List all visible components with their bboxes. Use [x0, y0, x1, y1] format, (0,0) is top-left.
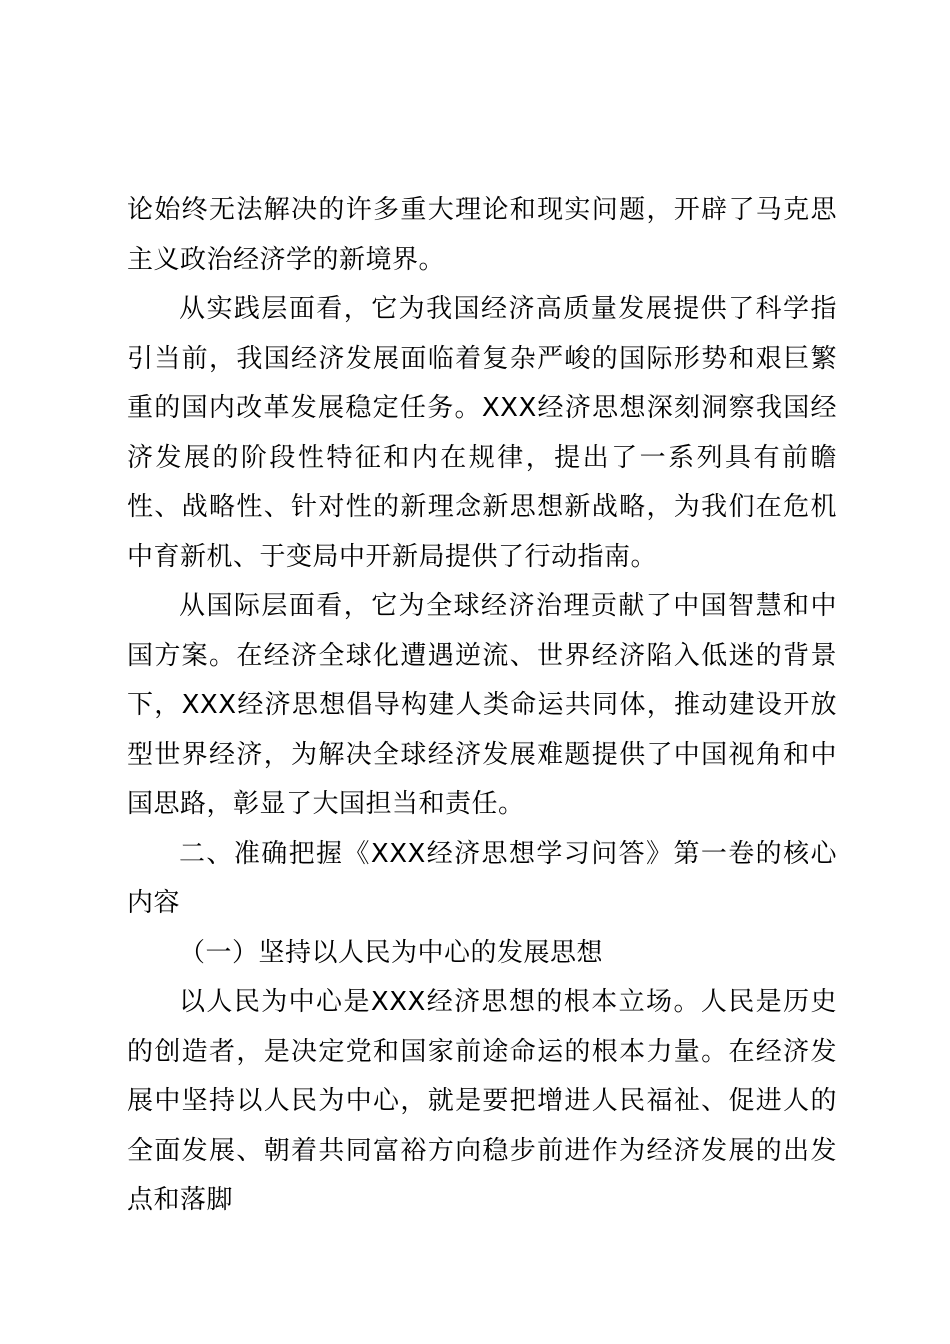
body-paragraph-people-centered: 以人民为中心是XXX经济思想的根本立场。人民是历史的创造者，是决定党和国家前途命运的根本力量。在经济发展中坚持以人民为中心，就是要把增进人民福祉、促进人的全面发展、朝着共同富裕方向稳步前进作为经济发展的出发点和落脚 — [127, 987, 837, 1215]
section-heading: 二、准确把握《XXX经济思想学习问答》第一卷的核心内容 — [127, 838, 837, 918]
body-paragraph-international: 从国际层面看，它为全球经济治理贡献了中国智慧和中国方案。在经济全球化遭遇逆流、世界经济陷入低迷的背景下，XXX经济思想倡导构建人类命运共同体，推动建设开放型世界经济，为解决全球经济发展难题提供了中国视角和中国思路，彰显了大国担当和责任。 — [127, 591, 837, 819]
body-paragraph-continuation: 论始终无法解决的许多重大理论和现实问题，开辟了马克思主义政治经济学的新境界。 — [127, 195, 837, 275]
document-body — [127, 186, 837, 1226]
subsection-heading: （一）坚持以人民为中心的发展思想 — [179, 937, 604, 968]
body-paragraph-practice: 从实践层面看，它为我国经济高质量发展提供了科学指引当前，我国经济发展面临着复杂严峻的国际形势和艰巨繁重的国内改革发展稳定任务。XXX经济思想深刻洞察我国经济发展的阶段性特征和内在规律，提出了一系列具有前瞻性、战略性、针对性的新理念新思想新战略，为我们在危机中育新机、于变局中开新局提供了行动指南。 — [127, 294, 837, 572]
